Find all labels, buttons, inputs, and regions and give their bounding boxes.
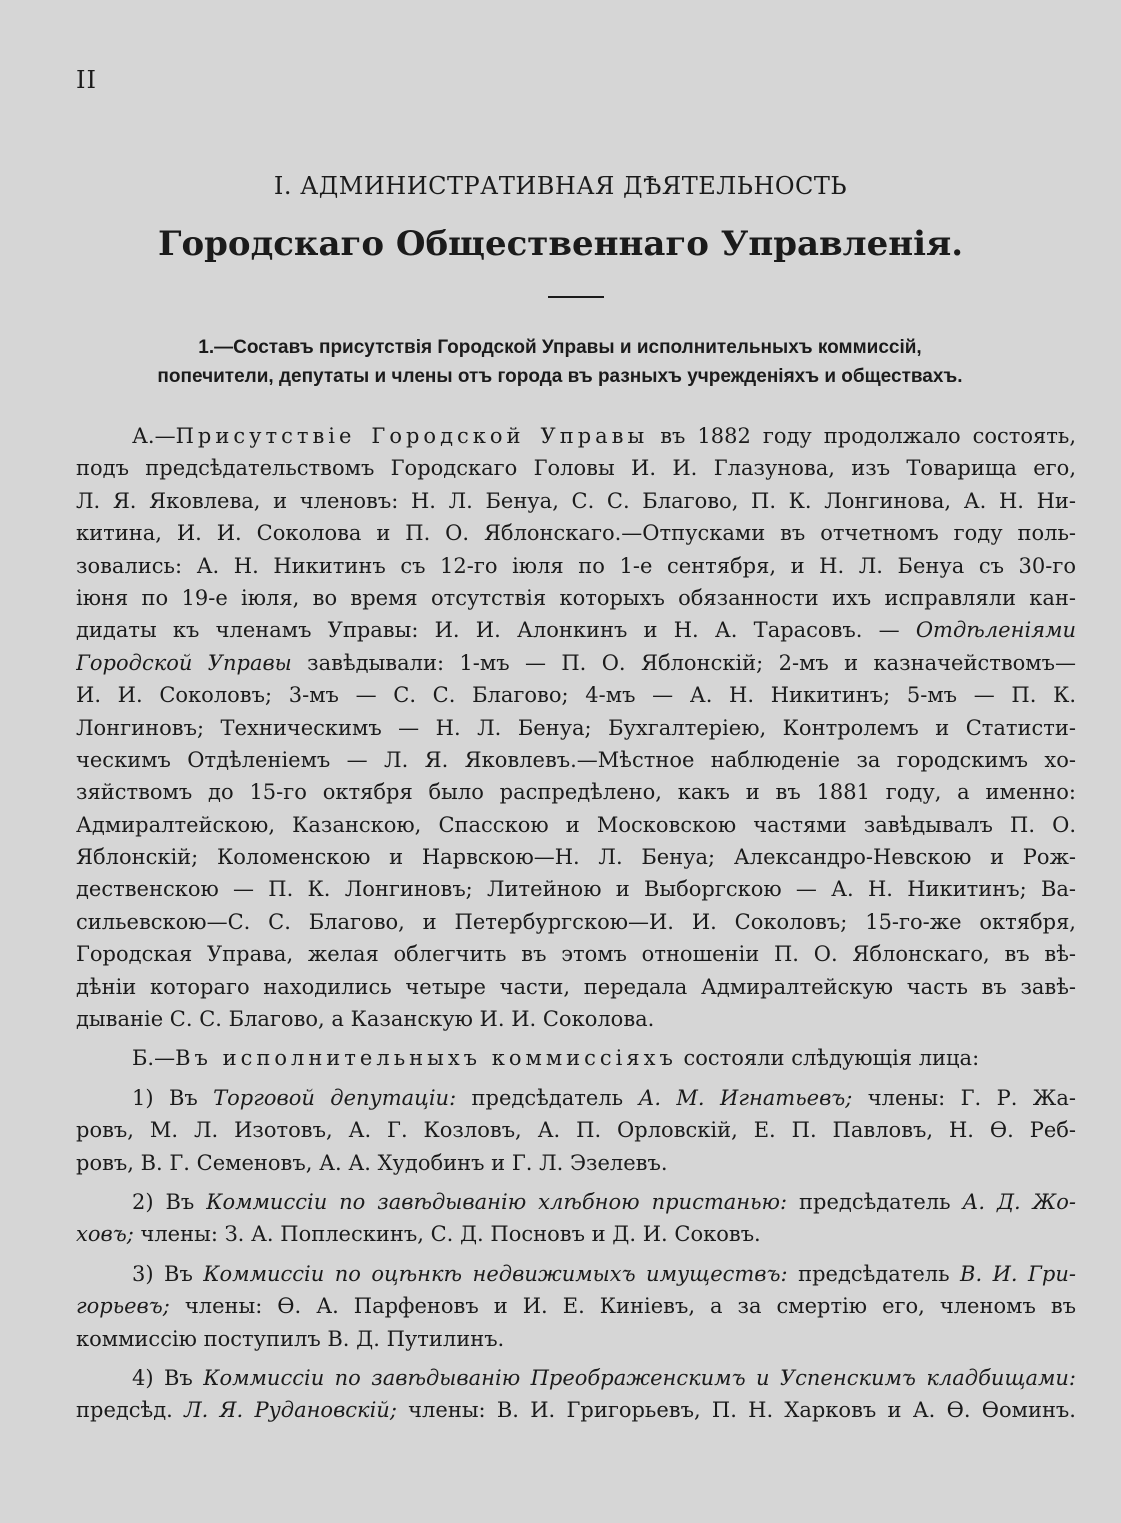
italic-text: Л. Я. Рудановскій; — [184, 1398, 397, 1423]
italic-text: Отдѣленіями — [915, 618, 1076, 643]
item-2-line: 2) Въ Коммиссіи по завѣдыванію хлѣбною пристанью: предсѣдатель А. Д. Жо- — [132, 1189, 1076, 1214]
section-subheading — [76, 333, 1044, 391]
paragraph-a-line: Л. Я. Яковлева, и членовъ: Н. Л. Бенуа, С. С. Благово, П. К. Лонгинова, А. Н. Ни- — [76, 488, 1076, 513]
paragraph-a-line: Городской Управы завѣдывали: 1-мъ — П. О. Яблонскій; 2-мъ и казначействомъ— — [76, 650, 1076, 675]
italic-text: горьевъ; — [76, 1294, 170, 1319]
paragraph-a-line: дественскою — П. К. Лонгиновъ; Литейною и Выборгскою — А. Н. Никитинъ; Ва- — [76, 877, 1076, 902]
paragraph-a-line: ческимъ Отдѣленіемъ — Л. Я. Яковлевъ.—Мѣстное наблюденіе за городскимъ хо- — [76, 747, 1076, 772]
main-title: Городскаго Общественнаго Управленія. — [157, 224, 964, 264]
italic-text: Коммиссіи по оцѣнкѣ недвижимыхъ имуществъ: — [203, 1261, 788, 1286]
item-1-line: ровъ, В. Г. Семеновъ, А. А. Худобинъ и Г. Л. Эзелевъ. — [76, 1150, 668, 1175]
title-divider — [548, 296, 604, 298]
item-4-line: предсѣд. Л. Я. Рудановскій; члены: В. И. Григорьевъ, П. Н. Харковъ и А. Ѳ. Ѳоминъ. — [76, 1398, 1076, 1423]
italic-text: ховъ; — [76, 1222, 134, 1247]
page-number: II — [76, 66, 97, 94]
item-1-line: 1) Въ Торговой депутаціи: предсѣдатель А. М. Игнатьевъ; члены: Г. Р. Жа- — [132, 1085, 1076, 1110]
paragraph-a-line: Лонгиновъ; Техническимъ — Н. Л. Бенуа; Бухгалтеріею, Контролемъ и Статисти- — [76, 715, 1076, 740]
italic-text: Торговой депутаціи: — [213, 1085, 457, 1110]
item-2-line: ховъ; члены: З. А. Поплескинъ, С. Д. Посновъ и Д. И. Соковъ. — [76, 1222, 761, 1247]
paragraph-a-line: сильевскою—С. С. Благово, и Петербургскою—И. И. Соколовъ; 15-го-же октября, — [76, 909, 1076, 934]
paragraph-a-line: Яблонскій; Коломенскою и Нарвскою—Н. Л. Бенуа; Александро-Невскою и Рож- — [76, 845, 1076, 870]
paragraph-b-line: Б.—Въ исполнительныхъ коммиссіяхъ состояли слѣдующія лица: — [132, 1046, 980, 1071]
item-3-line: горьевъ; члены: Ѳ. А. Парфеновъ и И. Е. Киніевъ, а за смертію его, членомъ въ — [76, 1294, 1076, 1319]
paragraph-a-line: дываніе С. С. Благово, а Казанскую И. И. Соколова. — [76, 1007, 655, 1032]
body-text — [76, 420, 1076, 1427]
paragraph-a-line: дѣніи котораго находились четыре части, передала Адмиралтейскую часть въ завѣ- — [76, 974, 1076, 999]
italic-text: А. Д. Жо- — [962, 1189, 1076, 1214]
subheading-line: 1.—Составъ присутствія Городской Управы и исполнительныхъ коммиссій, — [198, 337, 922, 358]
item-4-line: 4) Въ Коммиссіи по завѣдыванію Преображенскимъ и Успенскимъ кладбищами: — [132, 1365, 1076, 1390]
item-3-line: коммиссію поступилъ В. Д. Путилинъ. — [76, 1326, 505, 1351]
subheading-line: попечители, депутаты и члены отъ города въ разныхъ учрежденіяхъ и обществахъ. — [157, 366, 963, 387]
paragraph-a-line: И. И. Соколовъ; 3-мъ — С. С. Благово; 4-мъ — А. Н. Никитинъ; 5-мъ — П. К. — [76, 683, 1076, 708]
italic-text: Коммиссіи по завѣдыванію Преображенскимъ и Успенскимъ кладбищами: — [203, 1365, 1076, 1390]
italic-text: А. М. Игнатьевъ; — [638, 1085, 853, 1110]
item-1-line: ровъ, М. Л. Изотовъ, А. Г. Козловъ, А. П. Орловскій, Е. П. Павловъ, Н. Ѳ. Реб- — [76, 1118, 1076, 1143]
item-3-line: 3) Въ Коммиссіи по оцѣнкѣ недвижимыхъ имуществъ: предсѣдатель В. И. Гри- — [132, 1261, 1076, 1286]
italic-text: В. И. Гри- — [960, 1261, 1076, 1286]
spaced-text: Присутствіе Городской Управы — [175, 424, 649, 448]
paragraph-a-line: подъ предсѣдательствомъ Городскаго Головы И. И. Глазунова, изъ Товарища его, — [76, 456, 1076, 481]
italic-text: Городской Управы — [76, 650, 292, 675]
paragraph-a-line: Адмиралтейскою, Казанскою, Спасскою и Московскою частями завѣдывалъ П. О. — [76, 812, 1076, 837]
paragraph-a-line: зяйствомъ до 15-го октября было распредѣлено, какъ и въ 1881 году, а именно: — [76, 780, 1076, 805]
paragraph-a-line: дидаты къ членамъ Управы: И. И. Алонкинъ и Н. А. Тарасовъ. — Отдѣленіями — [76, 618, 1076, 643]
paragraph-a-line: зовались: А. Н. Никитинъ съ 12-го іюля по 1-е сентября, и Н. Л. Бенуа съ 30-го — [76, 553, 1076, 578]
paragraph-a-line: Городская Управа, желая облегчить въ этомъ отношеніи П. О. Яблонскаго, въ вѣ- — [76, 942, 1076, 967]
spaced-text: Въ исполнительныхъ коммиссіяхъ — [175, 1046, 677, 1071]
section-heading: I. АДМИНИСТРАТИВНАЯ ДѢЯТЕЛЬНОСТЬ — [273, 172, 848, 200]
italic-text: Коммиссіи по завѣдыванію хлѣбною пристанью: — [206, 1189, 788, 1214]
paragraph-a-line: А.—Присутствіе Городской Управы въ 1882 году продолжало состоять, — [132, 424, 1076, 448]
paragraph-a-line: іюня по 19-е іюля, во время отсутствія которыхъ обязанности ихъ исправляли кан- — [76, 585, 1076, 610]
paragraph-a-line: китина, И. И. Соколова и П. О. Яблонскаго.—Отпусками въ отчетномъ году поль- — [76, 521, 1076, 546]
